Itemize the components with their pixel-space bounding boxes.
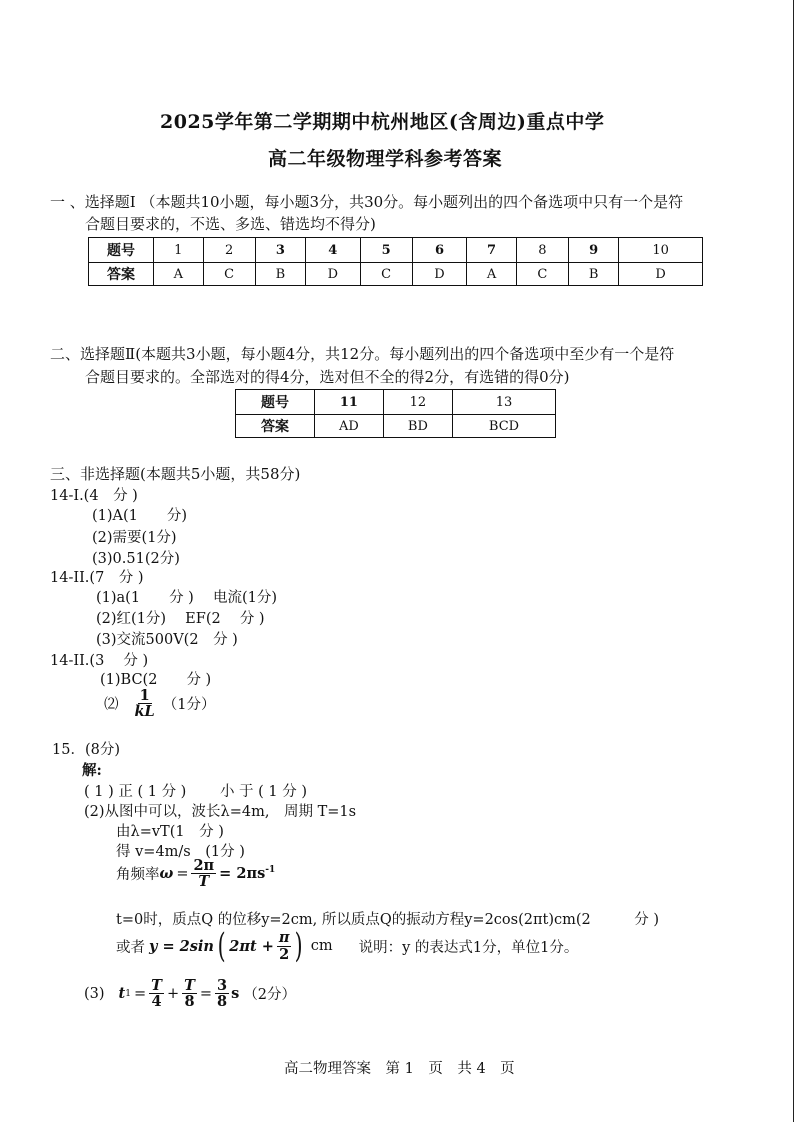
table-cell-answer: C bbox=[360, 263, 412, 286]
table-row-answers bbox=[236, 415, 556, 438]
fraction-1-over-kl bbox=[133, 688, 157, 719]
table-cell-question: 4 bbox=[306, 238, 361, 263]
section3-heading: 三、非选择题(本题共5小题，共58分) bbox=[50, 465, 301, 483]
answer-key-title: 高二年级物理学科参考答案 bbox=[268, 148, 503, 170]
fraction-denominator: 8 bbox=[217, 993, 228, 1011]
q15-answer-2b: 由λ=vT(1 分 ) bbox=[116, 824, 224, 840]
q14-1-label: 14-I.(4 分 ) bbox=[50, 488, 138, 504]
alt-inner: 2πt + bbox=[229, 937, 274, 955]
q14-3-answer-2-score: （1分） bbox=[162, 697, 216, 714]
table-cell-question: 5 bbox=[360, 238, 412, 263]
table-cell-answer: A bbox=[154, 263, 204, 286]
table-cell-question: 2 bbox=[203, 238, 255, 263]
alt-expression: y = 2sin bbox=[149, 937, 214, 955]
table-cell-question: 1 bbox=[154, 238, 204, 263]
omega-prefix: 角频率 bbox=[116, 867, 160, 884]
q14-1-answer-1: (1)A(1 分) bbox=[92, 508, 188, 524]
fraction-numerator: 1 bbox=[139, 687, 150, 704]
fraction-denominator: 2 bbox=[279, 945, 290, 963]
q15-answer-1: ( 1 ) 正 ( 1 分 ) 小 于 ( 1 分 ) bbox=[84, 784, 308, 800]
table-cell-question: 7 bbox=[467, 238, 517, 263]
table-cell-question: 11 bbox=[315, 390, 384, 415]
table-cell-answer: C bbox=[516, 263, 568, 286]
q15-answer-3-label: (3) bbox=[84, 985, 105, 1002]
table-cell-answer: B bbox=[568, 263, 618, 286]
q14-1-answer-2: (2)需要(1分) bbox=[92, 530, 177, 546]
table-cell-answer: D bbox=[412, 263, 467, 286]
q14-3-label: 14-II.(3 分 ) bbox=[50, 653, 149, 669]
alternative-equation bbox=[116, 926, 579, 966]
fraction-t-over-8 bbox=[182, 978, 197, 1009]
fraction-denominator: 8 bbox=[184, 993, 195, 1011]
omega-exponent: -1 bbox=[265, 864, 276, 875]
fraction-3-over-8 bbox=[215, 978, 229, 1009]
table-row-questions bbox=[236, 390, 556, 415]
omega-result: = 2πs bbox=[219, 865, 266, 883]
fraction-numerator: T bbox=[184, 977, 195, 994]
exam-title: 2025学年第二学期期中杭州地区(含周边)重点中学 bbox=[160, 111, 605, 133]
q15-answer-3: (3) t 1 = $\frac{T}{4}$ + $\frac{T}{8}$ = $\frac{3}{8}$ s （2分） bbox=[84, 977, 297, 1011]
alt-note: 说明：y 的表达式1分，单位1分。 bbox=[358, 939, 579, 956]
section2-instructions-line2: 合题目要求的。全部选对的得4分，选对但不全的得2分，有选错的得0分) bbox=[85, 368, 570, 386]
table-cell-answer: AD bbox=[315, 415, 384, 438]
table-cell-answer: A bbox=[467, 263, 517, 286]
fraction-2pi-over-t bbox=[191, 858, 216, 889]
q14-3-answer-1: (1)BC(2 分 ) bbox=[100, 672, 212, 688]
q15-answer-2c: 得 v=4m/s (1分 ) bbox=[116, 844, 245, 860]
table-header-answer: 答案 bbox=[236, 415, 315, 438]
section1-instructions-line2: 合题目要求的，不选、多选、错选均不得分) bbox=[85, 215, 376, 233]
fraction-t-over-4 bbox=[149, 978, 164, 1009]
table-header-answer: 答案 bbox=[89, 263, 154, 286]
t1-symbol: t bbox=[118, 985, 126, 1003]
section1-answer-table bbox=[88, 237, 703, 286]
table-cell-question: 10 bbox=[619, 238, 703, 263]
table-cell-answer: D bbox=[619, 263, 703, 286]
fraction-pi-over-2 bbox=[277, 930, 292, 961]
table-cell-question: 13 bbox=[453, 390, 556, 415]
table-cell-answer: BD bbox=[383, 415, 452, 438]
fraction-numerator: T bbox=[151, 977, 162, 994]
table-header-question: 题号 bbox=[236, 390, 315, 415]
fraction-denominator: kL bbox=[134, 703, 155, 721]
table-cell-answer: BCD bbox=[453, 415, 556, 438]
fraction-numerator: 2π bbox=[193, 857, 215, 874]
q14-2-answer-2: (2)红(1分) EF(2 分 ) bbox=[96, 611, 265, 627]
q15-answer-3-unit: s bbox=[231, 985, 240, 1003]
q15-answer-2: (2)从图中可以，波长λ=4m, 周期 T=1s bbox=[84, 804, 357, 820]
angular-frequency-formula: 角频率 ω = $\frac{2\pi}{T}$ = 2πs $^{-1}$ bbox=[116, 857, 276, 891]
omega-symbol: ω bbox=[159, 865, 174, 883]
table-header-question: 题号 bbox=[89, 238, 154, 263]
q14-3-answer-2 bbox=[104, 688, 215, 719]
table-cell-answer: C bbox=[203, 263, 255, 286]
table-row-answers bbox=[89, 263, 703, 286]
table-cell-question: 6 bbox=[412, 238, 467, 263]
q15-t0-line: t=0时，质点Q 的位移y=2cm, 所以质点Q的振动方程y=2cos(2πt)cm(2 分 ) bbox=[116, 912, 660, 928]
table-cell-question: 9 bbox=[568, 238, 618, 263]
q14-2-label: 14-II.(7 分 ) bbox=[50, 570, 144, 586]
alt-prefix: 或者 bbox=[116, 939, 145, 956]
fraction-denominator: 4 bbox=[151, 993, 162, 1011]
table-cell-answer: B bbox=[255, 263, 305, 286]
table-cell-answer: D bbox=[306, 263, 361, 286]
q14-3-answer-2-prefix: ⑵ bbox=[104, 697, 119, 714]
q14-1-answer-3: (3)0.51(2分) bbox=[92, 551, 180, 567]
q15-answer-3-score: （2分） bbox=[243, 987, 297, 1004]
section2-answer-table bbox=[235, 389, 556, 438]
fraction-numerator: π bbox=[278, 929, 290, 947]
right-paren-icon: ) bbox=[295, 926, 304, 966]
table-cell-question: 8 bbox=[516, 238, 568, 263]
page-footer: 高二物理答案 第 1 页 共 4 页 bbox=[284, 1061, 515, 1077]
fraction-denominator: T bbox=[198, 873, 210, 891]
q14-2-answer-1: (1)a(1 分 ) 电流(1分) bbox=[96, 590, 277, 606]
section1-instructions-line1: 一 、选择题I （本题共10小题，每小题3分，共30分。每小题列出的四个备选项中只有一个是符 bbox=[50, 193, 684, 211]
table-cell-question: 12 bbox=[383, 390, 452, 415]
section2-instructions-line1: 二、选择题Ⅱ(本题共3小题，每小题4分，共12分。每小题列出的四个备选项中至少有一个是符 bbox=[50, 345, 675, 363]
table-row-questions bbox=[89, 238, 703, 263]
q14-2-answer-3: (3)交流500V(2 分 ) bbox=[96, 632, 238, 648]
alt-unit: cm bbox=[310, 938, 333, 954]
fraction-numerator: 3 bbox=[217, 977, 228, 994]
q15-label: 15．(8分) bbox=[52, 742, 120, 758]
q15-solution-label: 解: bbox=[82, 762, 102, 779]
left-paren-icon: ( bbox=[217, 926, 226, 966]
table-cell-question: 3 bbox=[255, 238, 305, 263]
t1-subscript: 1 bbox=[125, 988, 131, 999]
